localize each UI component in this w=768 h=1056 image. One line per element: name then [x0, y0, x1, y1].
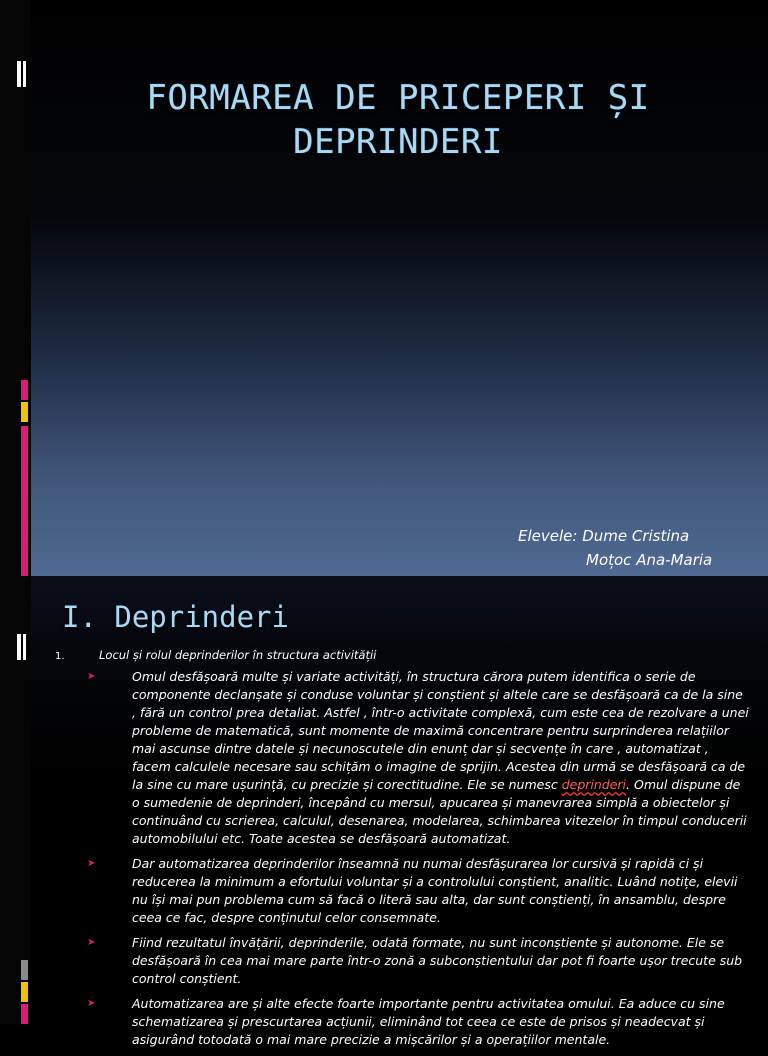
- slide-title: [40, 76, 756, 164]
- highlighted-term: deprinderi: [561, 777, 627, 792]
- right-arrowhead-icon: ➤: [87, 998, 96, 1009]
- yellow-accent-bar: [21, 982, 28, 1002]
- right-arrowhead-icon: ➤: [87, 858, 96, 869]
- item-text: Locul și rolul deprinderilor în structura activității: [99, 648, 377, 662]
- slide-title-line-1: FORMAREA DE PRICEPERI ȘI: [146, 78, 650, 118]
- yellow-accent-bar: [21, 402, 28, 422]
- bullet-list: [86, 668, 750, 1056]
- pink-accent-bar: [21, 426, 28, 576]
- author-line-2: Moțoc Ana-Maria: [586, 551, 713, 569]
- slide-title-line-2: DEPRINDERI: [293, 122, 503, 162]
- bullet-text: Dar automatizarea deprinderilor înseamnă nu numai desfășurarea lor cursivă și rapidă ci și reducerea la minimum a efortului voluntar și a controlului conștient, analitic. Luând notițe, elevii nu își mai pun problema cum să facă o literă sau alta, dar sunt conștienți, în ansamblu, despre ceea ce fac, despre conținutul celor consemnate.: [132, 856, 738, 925]
- bullet-text: Automatizarea are și alte efecte foarte importante pentru activitatea omului. Ea aduce cu sine schematizarea și prescurtarea acțiunii, eliminând tot ceea ce este de prisos și neadecvat și asigurând totodată o mai mare precizie a mișcărilor și a operațiilor mentale.: [132, 996, 725, 1047]
- bullet-text-after: . Omul dispune de o sumedenie de deprinderi, începând cu mersul, apucarea și manevrarea simplă a obiectelor și continuând cu scrierea, calculul, desenarea, modelarea, schimbarea vitezelor în timpul conducerii automobilului etc. Toate acestea se desfășoară automatizat.: [132, 777, 747, 846]
- white-tick-mark: [17, 634, 21, 660]
- bullet-item: [86, 995, 750, 1049]
- content-slide: [0, 576, 768, 1047]
- author-line-1: Elevele: Dume Cristina: [518, 527, 690, 545]
- bullet-item: [86, 668, 750, 848]
- left-decorative-strip: [0, 576, 31, 1024]
- bullet-text-before: Omul desfășoară multe și variate activități, în structura cărora putem identifica o serie de componente declanșate și conduse voluntar și conștient și altele care se desfășoară ca de la sine , fără un control prea detaliat. Astfel , într-o activitate complexă, cum este cea de rezolvare a unei probleme de matematică, sunt momente de maximă concentrare pentru surprinderea relațiilor mai ascunse dintre datele și necunoscutele din enunț dar și secvențe în care , automatizat , facem calculele necesare sau schițăm o imagine de sprijin. Acestea din urmă se desfășoară ca de la sine cu mare ușurință, cu precizie și corectitudine. Ele se numesc: [132, 669, 749, 792]
- white-tick-mark: [23, 634, 26, 660]
- bullet-item: [86, 855, 750, 927]
- bullet-text: Fiind rezultatul învățării, deprinderile, odată formate, nu sunt inconștiente și autonome. Ele se desfășoară în cea mai mare parte într-o zonă a subconștientului dar pot fi foarte ușor trecute sub control conștient.: [132, 935, 743, 986]
- gray-accent-bar: [21, 960, 28, 980]
- numbered-item: [55, 647, 745, 665]
- white-tick-mark: [23, 61, 26, 87]
- section-heading: I. Deprinderi: [62, 600, 289, 634]
- white-tick-mark: [17, 61, 21, 87]
- right-arrowhead-icon: ➤: [87, 671, 96, 682]
- bullet-item: [86, 934, 750, 988]
- authors-block: [470, 524, 740, 572]
- item-number: 1.: [55, 651, 65, 662]
- pink-accent-bar: [21, 380, 28, 400]
- right-arrowhead-icon: ➤: [87, 937, 96, 948]
- pink-accent-bar: [21, 1004, 28, 1024]
- left-decorative-strip: [0, 0, 31, 576]
